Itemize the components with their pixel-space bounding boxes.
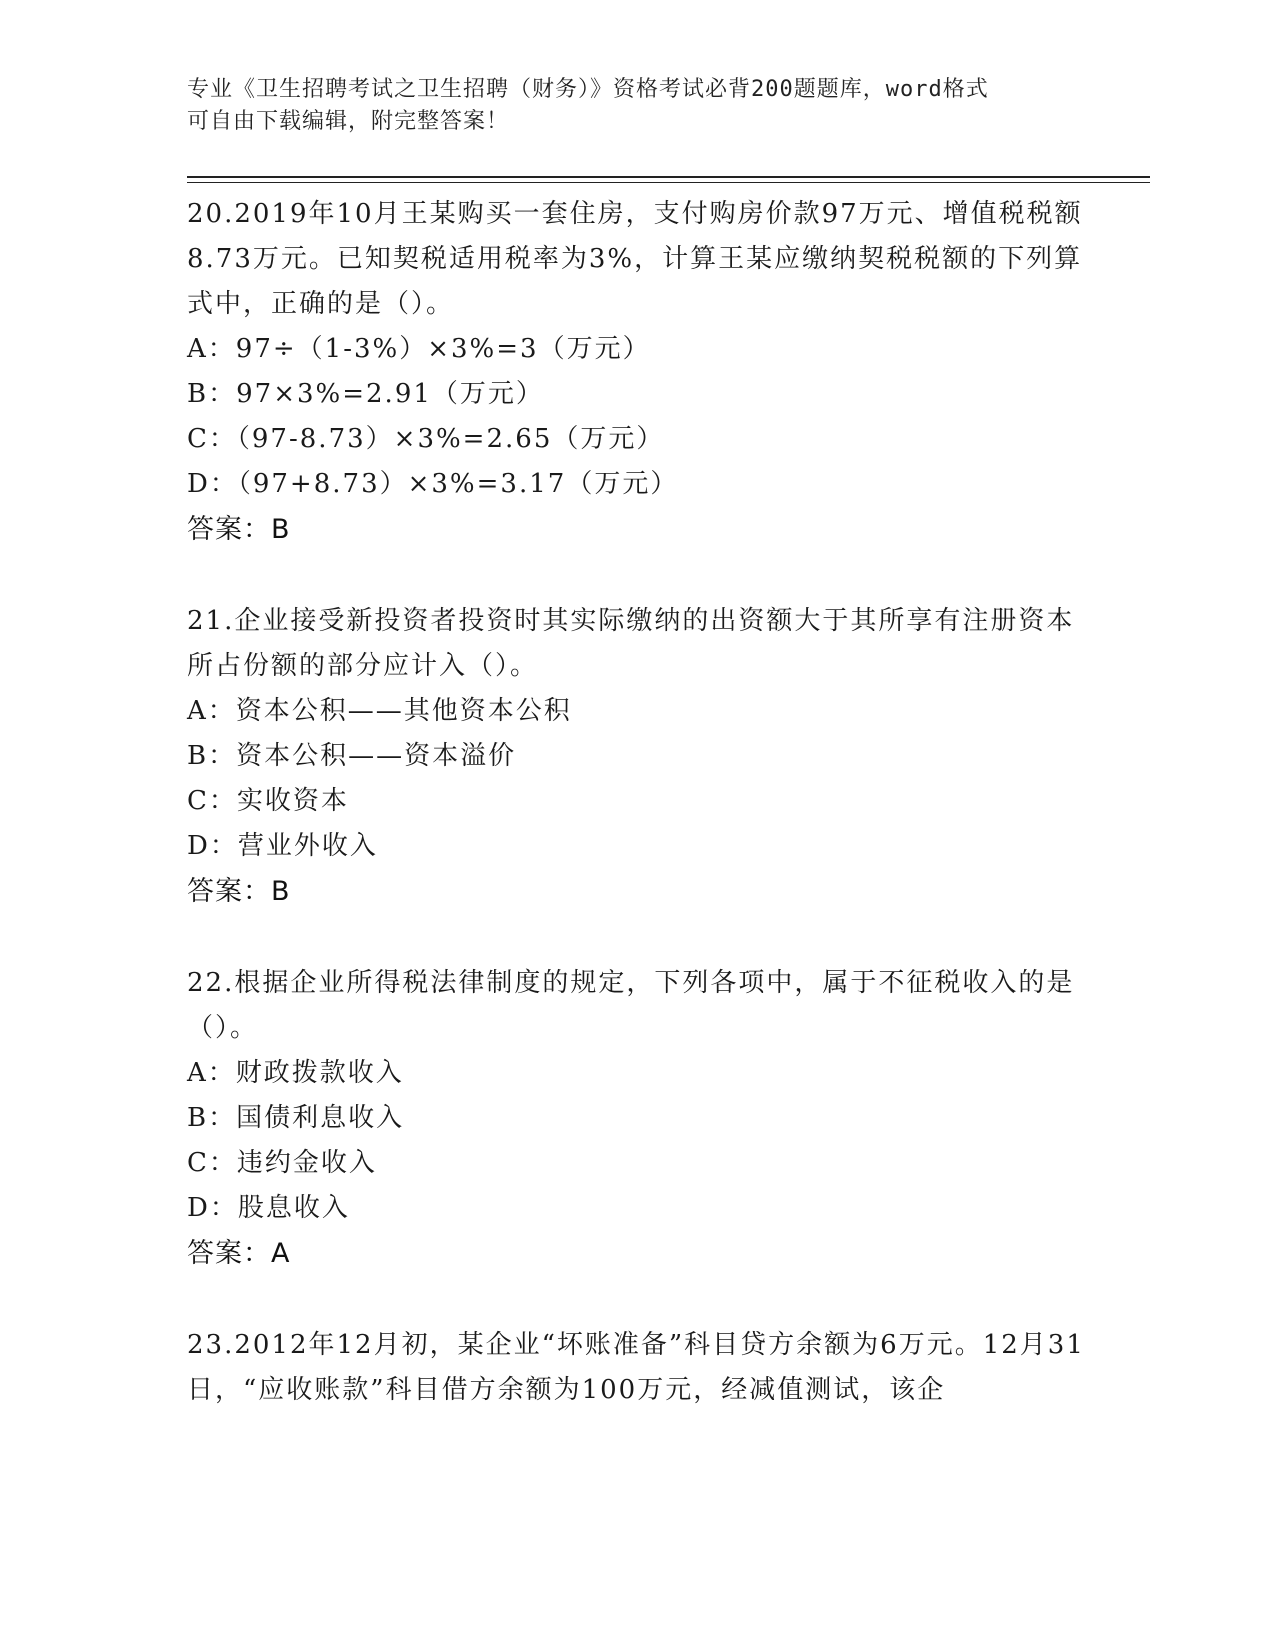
option-c: C：（97-8.73）×3%=2.65（万元） bbox=[187, 424, 665, 454]
answer: 答案：A bbox=[187, 1238, 291, 1269]
option-b: B：97×3%=2.91（万元） bbox=[187, 379, 544, 409]
option-b: B：国债利息收入 bbox=[187, 1103, 405, 1133]
question-text: 23.2012年12月初，某企业“坏账准备”科目贷方余额为6万元。12月31日，“应收账款”科目借方余额为100万元，经减值测试，该企 bbox=[187, 1330, 1085, 1405]
spacer bbox=[187, 915, 1087, 959]
question-text: 21.企业接受新投资者投资时其实际缴纳的出资额大于其所享有注册资本所占份额的部分应计入（）。 bbox=[187, 606, 1075, 681]
option-a: A：资本公积——其他资本公积 bbox=[187, 696, 572, 726]
option-d: D：营业外收入 bbox=[187, 831, 378, 861]
spacer bbox=[187, 1277, 1087, 1321]
option-a: A：财政拨款收入 bbox=[187, 1058, 404, 1088]
question-text: 22.根据企业所得税法律制度的规定，下列各项中，属于不征税收入的是（）。 bbox=[187, 968, 1075, 1043]
question-23 bbox=[187, 1321, 1087, 1413]
answer: 答案：B bbox=[187, 514, 291, 545]
option-a: A：97÷（1-3%）×3%=3（万元） bbox=[187, 334, 651, 364]
option-c: C：违约金收入 bbox=[187, 1148, 377, 1178]
answer: 答案：B bbox=[187, 876, 291, 907]
option-c: C：实收资本 bbox=[187, 786, 349, 816]
option-b: B：资本公积——资本溢价 bbox=[187, 741, 517, 771]
document-header bbox=[187, 74, 1087, 138]
question-list bbox=[187, 190, 1087, 1413]
spacer bbox=[187, 553, 1087, 597]
header-divider-thick bbox=[187, 176, 1150, 178]
option-d: D：（97+8.73）×3%=3.17（万元） bbox=[187, 469, 679, 499]
question-21 bbox=[187, 597, 1087, 915]
header-line-1: 专业《卫生招聘考试之卫生招聘（财务）》资格考试必背200题题库，word格式 bbox=[187, 77, 989, 102]
question-text: 20.2019年10月王某购买一套住房，支付购房价款97万元、增值税税额8.73万元。已知契税适用税率为3%，计算王某应缴纳契税税额的下列算式中，正确的是（）。 bbox=[187, 199, 1083, 319]
question-22 bbox=[187, 959, 1087, 1277]
header-divider-thin bbox=[187, 182, 1150, 183]
option-d: D：股息收入 bbox=[187, 1193, 350, 1223]
question-20 bbox=[187, 190, 1087, 553]
header-line-2: 可自由下载编辑，附完整答案！ bbox=[187, 109, 510, 134]
